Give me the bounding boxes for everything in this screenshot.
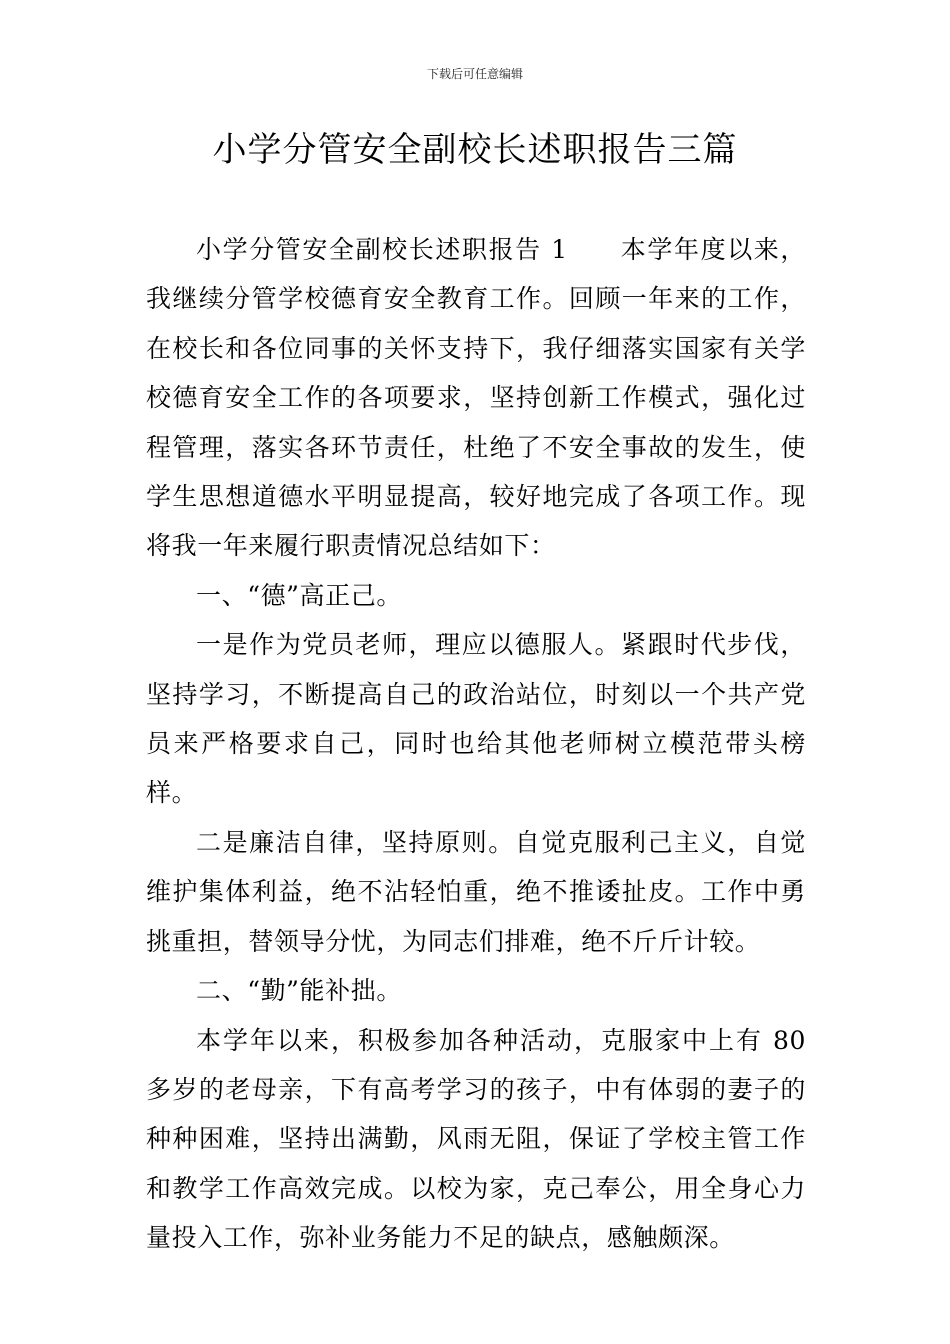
document-body (146, 225, 806, 1263)
intro-paragraph (146, 225, 806, 571)
report-subtitle: 小学分管安全副校长述职报告 1 (196, 235, 568, 264)
section-heading-de: 一、“德”高正己。 (196, 580, 402, 610)
paragraph-diligence: 本学年以来，积极参加各种活动，克服家中上有 80 多岁的老母亲，下有高考学习的孩子，中有体弱的妻子的种种困难，坚持出满勤，风雨无阻，保证了学校主管工作和教学工作高效完成。以校为家，克己奉公，用全身心力量投入工作，弥补业务能力不足的缺点，感触颇深。 (146, 1025, 806, 1253)
document-title: 小学分管安全副校长述职报告三篇 (212, 130, 738, 170)
paragraph-party-member: 一是作为党员老师，理应以德服人。紧跟时代步伐，坚持学习，不断提高自己的政治站位，时刻以一个共产党员来严格要求自己，同时也给其他老师树立模范带头榜样。 (146, 630, 806, 808)
header-note: 下载后可任意编辑 (426, 67, 523, 81)
section-heading-qin: 二、“勤”能补拙。 (196, 976, 402, 1006)
paragraph-integrity: 二是廉洁自律，坚持原则。自觉克服利己主义，自觉维护集体利益，绝不沾轻怕重，绝不推诿扯皮。工作中勇挑重担，替领导分忧，为同志们排难，绝不斤斤计较。 (146, 827, 806, 956)
intro-text: 本学年度以来，我继续分管学校德育安全教育工作。回顾一年来的工作，在校长和各位同事的关怀支持下，我仔细落实国家有关学校德育安全工作的各项要求，坚持创新工作模式，强化过程管理，落实各环节责任，杜绝了不安全事故的发生，使学生思想道德水平明显提高，较好地完成了各项工作。现将我一年来履行职责情况总结如下： (146, 235, 806, 561)
